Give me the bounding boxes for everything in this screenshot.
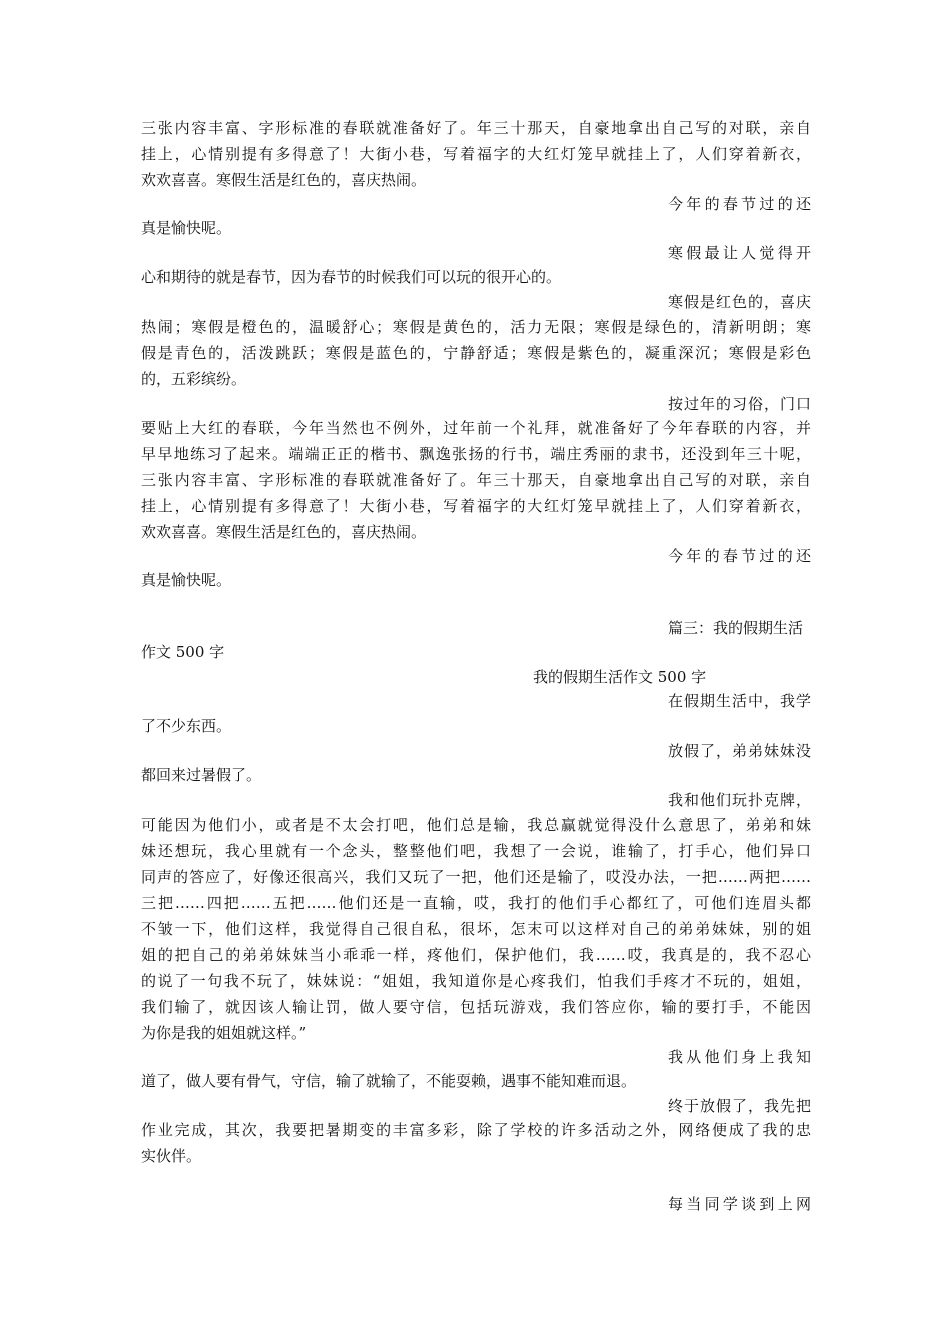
- text-line: 都回来过暑假了。: [141, 766, 262, 784]
- text-line: 欢欢喜喜。寒假生活是红色的，喜庆热闹。: [141, 171, 427, 189]
- text-line: 我和他们玩扑克牌，: [668, 791, 811, 809]
- text-line: 真是愉快呢。: [141, 571, 232, 589]
- text-line: 在假期生活中，我学: [668, 692, 811, 710]
- text-line: 今年的春节过的还: [668, 195, 811, 213]
- text-line: 放假了，弟弟妹妹没: [668, 742, 811, 760]
- text-line: 的说了一句我不玩了，妹妹说：“姐姐，我知道你是心疼我们，怕我们手疼才不玩的，姐姐，: [141, 972, 811, 990]
- text-line: 姐的把自己的弟弟妹妹当小乖乖一样，疼他们，保护他们，我……哎，我真是的，我不忍心: [141, 946, 811, 964]
- text-line: 每当同学谈到上网: [668, 1195, 811, 1213]
- text-line: 心和期待的就是春节，因为春节的时候我们可以玩的很开心的。: [141, 268, 562, 286]
- text-line: 我们输了，就因该人输让罚，做人要守信，包括玩游戏，我们答应你，输的要打手，不能因: [141, 998, 811, 1016]
- text-line: 不皱一下，他们这样，我觉得自己很自私，很坏，怎末可以这样对自己的弟弟妹妹，别的姐: [141, 920, 811, 938]
- text-line: 道了，做人要有骨气，守信，输了就输了，不能耍赖，遇事不能知难而退。: [141, 1072, 637, 1090]
- text-line: 我从他们身上我知: [668, 1048, 811, 1066]
- text-line: 实伙伴。: [141, 1147, 202, 1165]
- text-line: 了不少东西。: [141, 717, 232, 735]
- text-line: 真是愉快呢。: [141, 219, 232, 237]
- text-line: 寒假最让人觉得开: [668, 244, 811, 262]
- text-line: 挂上，心情别提有多得意了！大街小巷，写着福字的大红灯笼早就挂上了，人们穿着新衣，: [141, 145, 811, 163]
- text-line: 今年的春节过的还: [668, 547, 811, 565]
- text-line: 早早地练习了起来。端端正正的楷书、飘逸张扬的行书，端庄秀丽的隶书，还没到年三十呢，: [141, 445, 811, 463]
- text-line: 假是青色的，活泼跳跃；寒假是蓝色的，宁静舒适；寒假是紫色的，凝重深沉；寒假是彩色: [141, 344, 811, 362]
- section-heading-cont: 作文 500 字: [141, 643, 225, 661]
- text-line: 热闹；寒假是橙色的，温暖舒心；寒假是黄色的，活力无限；寒假是绿色的，清新明朗；寒: [141, 318, 811, 336]
- section-heading: 篇三：我的假期生活: [668, 619, 804, 637]
- text-line: 欢欢喜喜。寒假生活是红色的，喜庆热闹。: [141, 523, 427, 541]
- text-line: 同声的答应了，好像还很高兴，我们又玩了一把，他们还是输了，哎没办法，一把……两把……: [141, 868, 811, 886]
- text-line: 按过年的习俗，门口: [668, 395, 811, 413]
- text-line: 作业完成，其次，我要把暑期变的丰富多彩，除了学校的许多活动之外，网络便成了我的忠: [141, 1121, 811, 1139]
- text-line: 寒假是红色的，喜庆: [668, 293, 811, 311]
- text-line: 可能因为他们小，或者是不太会打吧，他们总是输，我总赢就觉得没什么意思了，弟弟和妹: [141, 816, 811, 834]
- essay-title: 我的假期生活作文 500 字: [533, 668, 707, 686]
- text-line: 三张内容丰富、字形标准的春联就准备好了。年三十那天，自豪地拿出自己写的对联，亲自: [141, 119, 811, 137]
- text-line: 挂上，心情别提有多得意了！大街小巷，写着福字的大红灯笼早就挂上了，人们穿着新衣，: [141, 497, 811, 515]
- text-line: 三把……四把……五把……他们还是一直输，哎，我打的他们手心都红了，可他们连眉头都: [141, 894, 811, 912]
- text-line: 的，五彩缤纷。: [141, 370, 247, 388]
- text-line: 终于放假了，我先把: [668, 1097, 811, 1115]
- text-line: 三张内容丰富、字形标准的春联就准备好了。年三十那天，自豪地拿出自己写的对联，亲自: [141, 471, 811, 489]
- text-line: 为你是我的姐姐就这样。”: [141, 1024, 307, 1042]
- text-line: 妹还想玩，我心里就有一个念头，整整他们吧，我想了一会说，谁输了，打手心，他们异口: [141, 842, 811, 860]
- text-line: 要贴上大红的春联，今年当然也不例外，过年前一个礼拜，就准备好了今年春联的内容，并: [141, 419, 811, 437]
